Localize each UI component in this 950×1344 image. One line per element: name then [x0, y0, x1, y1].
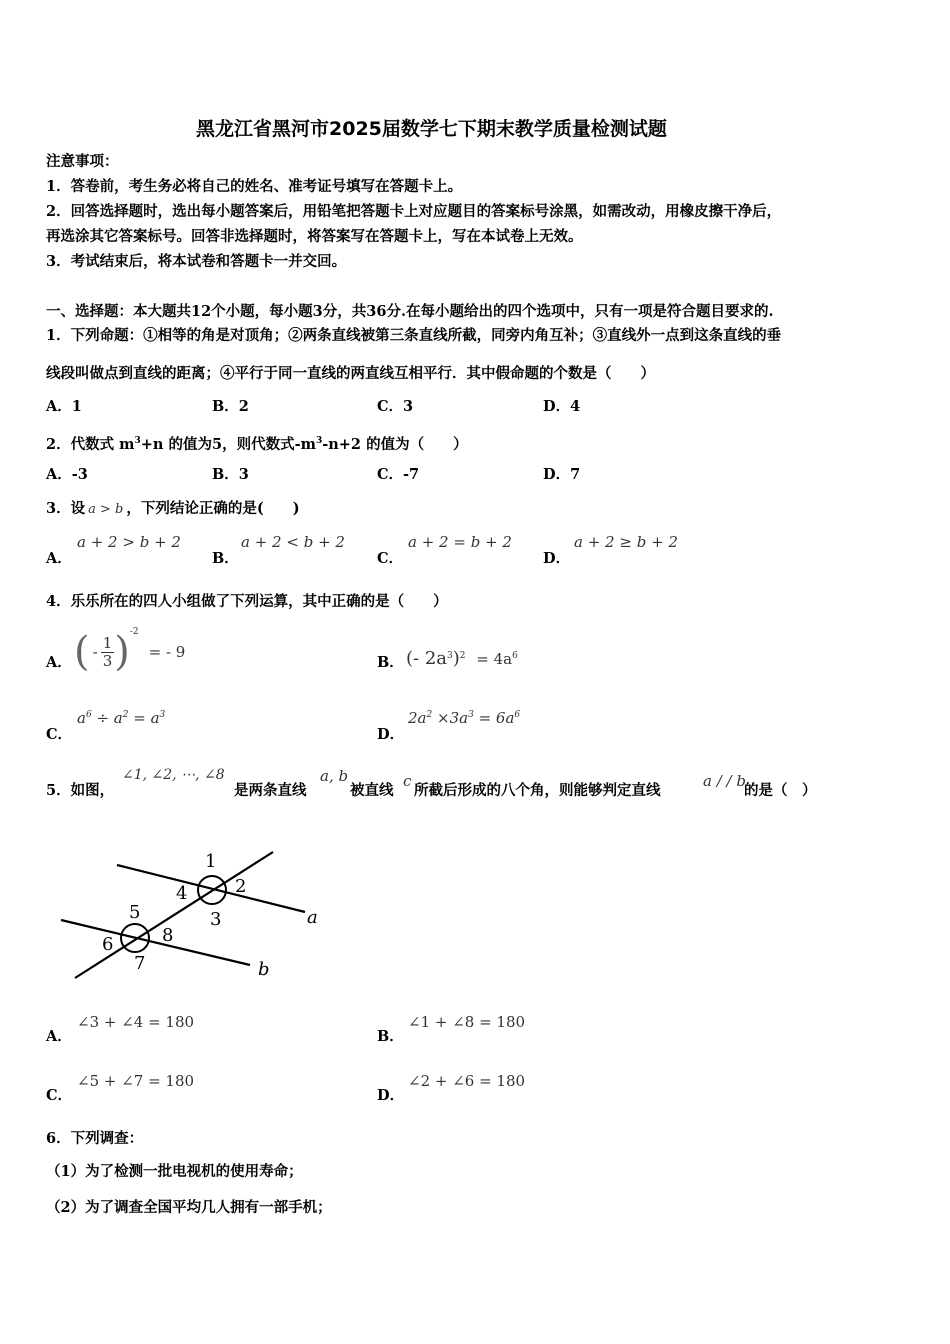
q2-option-c: C．-7	[377, 466, 420, 483]
q3-label-c: C．	[377, 550, 404, 567]
angle-label-3: 3	[210, 909, 222, 930]
question-5-mid2: 被直线	[350, 782, 394, 799]
q4-expr-d: $2a^2 \times 3a^3 = 6a^6$	[408, 709, 521, 727]
page-title: 黑龙江省黑河市2025届数学七下期末教学质量检测试题	[196, 118, 667, 140]
notice-heading: 注意事项：	[46, 153, 119, 170]
q6-item-1: （1）为了检测一批电视机的使用寿命；	[46, 1163, 303, 1180]
notice-item: 1．答卷前，考生务必将自己的姓名、准考证号填写在答题卡上。	[46, 178, 463, 195]
question-1-line1: 1．下列命题：①相等的角是对顶角；②两条直线被第三条直线所截，同旁内角互补；③直线外一点到这条直线的垂	[46, 327, 782, 344]
q4-label-d: D．	[377, 726, 405, 743]
q5-label-d: D．	[377, 1087, 405, 1104]
angle-label-8: 8	[162, 925, 174, 946]
angle-label-2: 2	[235, 876, 247, 897]
angle-label-5: 5	[129, 902, 141, 923]
q5-expr-c: ∠5 + ∠7 = 180	[77, 1072, 195, 1090]
q5-expr-d: ∠2 + ∠6 = 180	[408, 1072, 526, 1090]
q3-label-d: D．	[543, 550, 571, 567]
q2-option-d: D．7	[543, 466, 581, 483]
q5-parallel: a / / b	[703, 772, 746, 790]
q5-label-b: B．	[377, 1028, 404, 1045]
angle-label-6: 6	[102, 934, 114, 955]
q5-angles: ∠1, ∠2, ⋯, ∠8	[122, 767, 225, 783]
line-c	[75, 852, 273, 978]
notice-item: 2．回答选择题时，选出每小题答案后，用铅笔把答题卡上对应题目的答案标号涂黑，如需改动，用橡皮擦干净后，	[46, 203, 782, 220]
q2-option-a: A．-3	[46, 466, 88, 483]
q3-label-a: A．	[46, 550, 72, 567]
q1-option-d: D．4	[543, 398, 581, 415]
q4-expr-b: (- $2a^3)^2 = 4a^6$	[406, 648, 518, 669]
section-heading: 一、选择题：本大题共12个小题，每小题3分，共36分.在每小题给出的四个选项中，只有一项是符合题目要求的.	[46, 303, 774, 320]
question-5-mid3: 所截后形成的八个角，则能够判定直线	[414, 782, 661, 799]
q5-expr-a: ∠3 + ∠4 = 180	[77, 1013, 195, 1031]
q1-option-a: A．1	[46, 398, 82, 415]
q3-expr-d: a + 2 ≥ b + 2	[574, 533, 678, 551]
q1-option-c: C．3	[377, 398, 414, 415]
q4-label-c: C．	[46, 726, 73, 743]
line-a-label: a	[307, 907, 318, 928]
notice-item: 再选涂其它答案标号。回答非选择题时，将答案写在答题卡上，写在本试卷上无效。	[46, 228, 583, 245]
q3-label-b: B．	[212, 550, 239, 567]
question-5-mid1: 是两条直线	[234, 782, 307, 799]
q5-expr-b: ∠1 + ∠8 = 180	[408, 1013, 526, 1031]
q2-option-b: B．3	[212, 466, 249, 483]
angle-label-1: 1	[205, 851, 217, 872]
question-5-post: 的是（ ）	[744, 782, 817, 799]
question-3-stem: 3．设 a > b ，下列结论正确的是( )	[46, 500, 300, 517]
q5-lines: a, b	[320, 767, 349, 785]
notice-item: 3．考试结束后，将本试卷和答题卡一并交回。	[46, 253, 347, 270]
q3-expr-b: a + 2 < b + 2	[241, 533, 345, 551]
q1-option-b: B．2	[212, 398, 249, 415]
q3-expr-a: a + 2 > b + 2	[77, 533, 181, 551]
question-2-stem: 2．代数式 $m^3+n$ 的值为5，则代数式$-m^3-n+2$ 的值为（ ）	[46, 435, 468, 453]
q4-expr-c: $a^6 \div a^2 = a^3$	[77, 709, 166, 727]
q5-label-c: C．	[46, 1087, 73, 1104]
line-b-label: b	[258, 959, 270, 980]
question-4-stem: 4．乐乐所在的四人小组做了下列运算，其中正确的是（ ）	[46, 593, 448, 610]
angle-label-4: 4	[176, 883, 188, 904]
q4-label-b: B．	[377, 654, 404, 671]
question-5-pre: 5．如图，	[46, 782, 115, 799]
q5-line-c: c	[403, 772, 412, 790]
q4-label-a: A．	[46, 654, 72, 671]
q5-label-a: A．	[46, 1028, 72, 1045]
angle-label-7: 7	[134, 953, 146, 974]
q4-expr-a: ( - $\frac{1}{3}$ ) -2 = - 9	[74, 627, 186, 675]
q5-figure	[55, 845, 340, 985]
q6-item-2: （2）为了调查全国平均几人拥有一部手机；	[46, 1199, 332, 1216]
question-6-stem: 6．下列调查：	[46, 1130, 144, 1147]
q3-expr-c: a + 2 = b + 2	[408, 533, 512, 551]
question-1-line2: 线段叫做点到直线的距离；④平行于同一直线的两直线互相平行．其中假命题的个数是（ ）	[46, 365, 655, 382]
